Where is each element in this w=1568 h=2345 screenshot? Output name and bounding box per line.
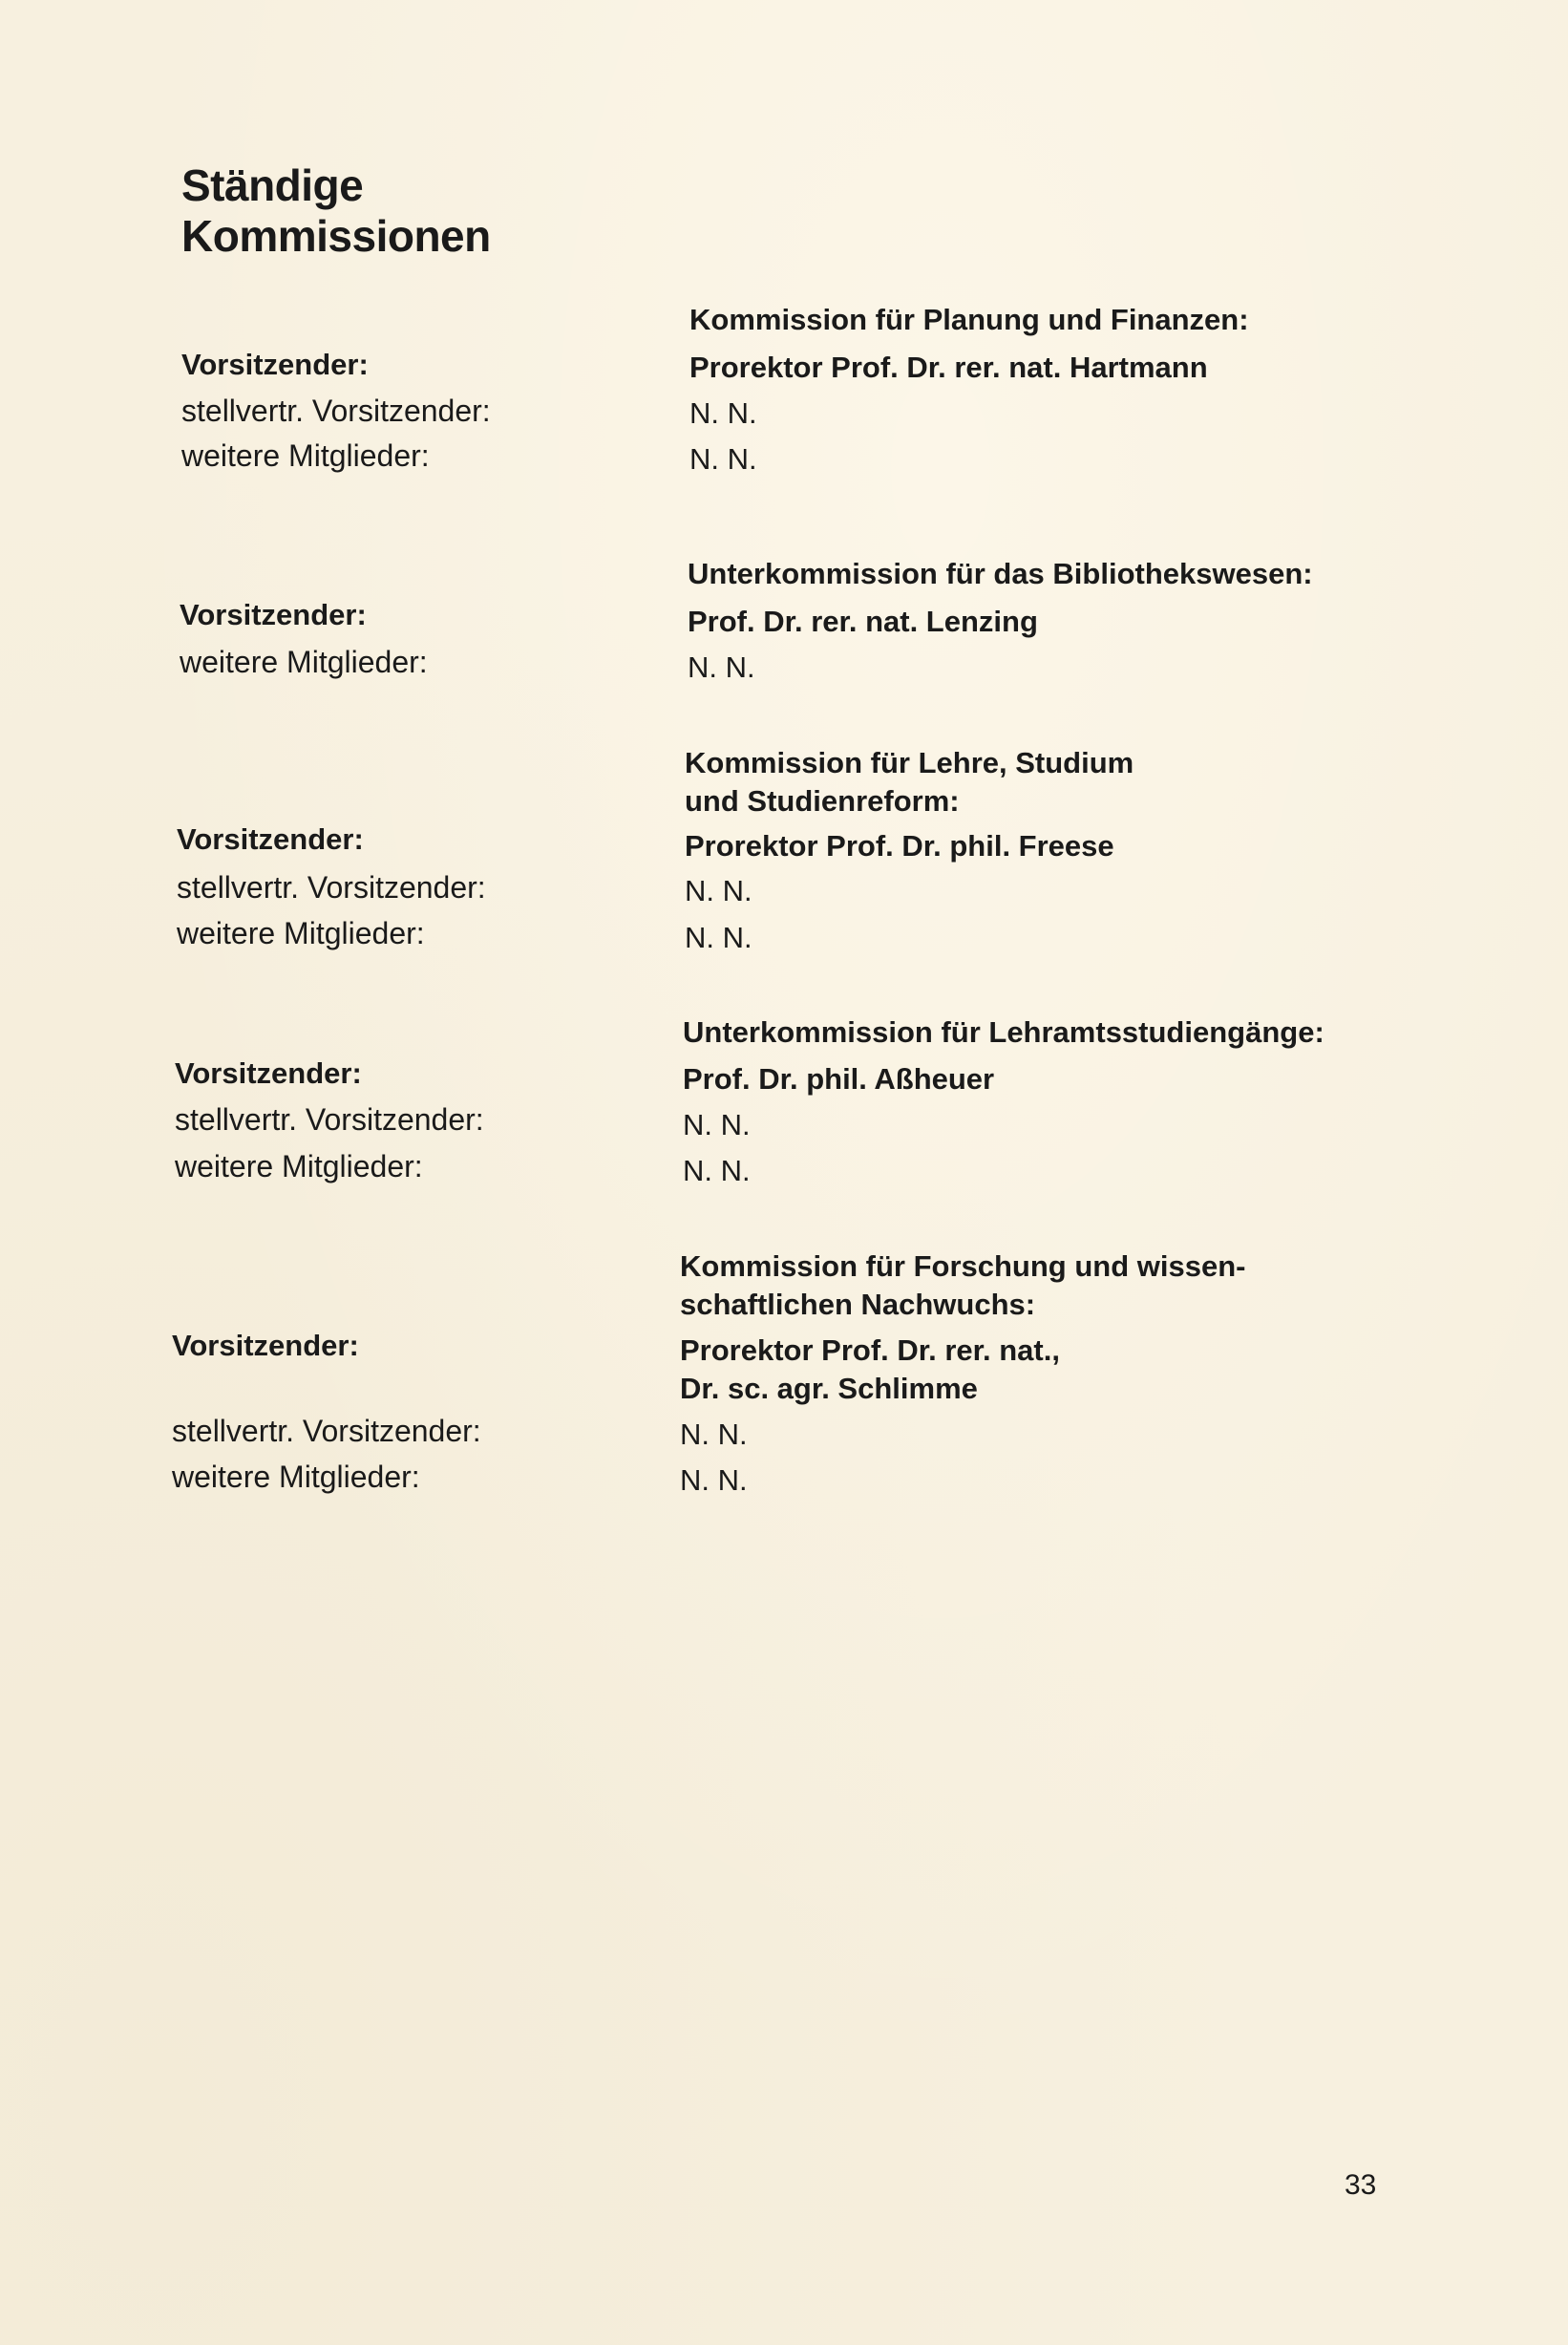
row-label-deputy: stellvertr. Vorsitzender: [175,1102,484,1137]
row-label-deputy: stellvertr. Vorsitzender: [177,870,486,905]
page-title-line2: Kommissionen [181,211,491,261]
row-label-chair: Vorsitzender: [177,822,364,856]
row-value-deputy: N. N. [683,1108,751,1141]
page-title-line1: Ständige [181,160,364,210]
commission-title-line2: schaftlichen Nachwuchs: [680,1288,1036,1321]
row-value-chair: Prof. Dr. phil. Aßheuer [683,1062,995,1096]
row-value-chair: Prof. Dr. rer. nat. Lenzing [688,605,1038,638]
row-value-chair: Prorektor Prof. Dr. rer. nat. Hartmann [689,351,1208,384]
row-label-members: weitere Mitglieder: [181,438,430,473]
commission-title-line2: und Studienreform: [685,784,960,818]
row-label-deputy: stellvertr. Vorsitzender: [172,1414,481,1448]
row-value-deputy: N. N. [685,874,752,907]
row-value-members: N. N. [683,1154,751,1187]
row-label-chair: Vorsitzender: [172,1329,359,1362]
row-label-chair: Vorsitzender: [181,348,369,381]
row-label-chair: Vorsitzender: [180,598,367,631]
row-label-members: weitere Mitglieder: [180,645,428,679]
row-value-chair-line2: Dr. sc. agr. Schlimme [680,1372,978,1405]
commission-title-line1: Kommission für Lehre, Studium [685,746,1134,779]
commission-title: Unterkommission für Lehramtsstudiengänge: [683,1015,1324,1049]
row-value-members: N. N. [689,442,757,476]
row-value-members: N. N. [685,921,752,954]
commission-title: Kommission für Planung und Finanzen: [689,303,1249,336]
page-title [181,160,491,262]
row-value-deputy: N. N. [680,1418,748,1451]
row-label-members: weitere Mitglieder: [172,1460,420,1494]
row-value-members: N. N. [688,650,755,684]
row-label-chair: Vorsitzender: [175,1056,362,1090]
row-label-members: weitere Mitglieder: [177,916,425,950]
commission-title-line1: Kommission für Forschung und wissen- [680,1249,1246,1283]
row-value-deputy: N. N. [689,396,757,430]
row-value-members: N. N. [680,1463,748,1497]
row-value-chair: Prorektor Prof. Dr. phil. Freese [685,829,1114,863]
row-value-chair-line1: Prorektor Prof. Dr. rer. nat., [680,1333,1060,1367]
commission-title: Unterkommission für das Bibliothekswesen: [688,557,1313,590]
page-number: 33 [1345,2169,1377,2201]
row-label-members: weitere Mitglieder: [175,1149,423,1183]
row-label-deputy: stellvertr. Vorsitzender: [181,394,491,428]
